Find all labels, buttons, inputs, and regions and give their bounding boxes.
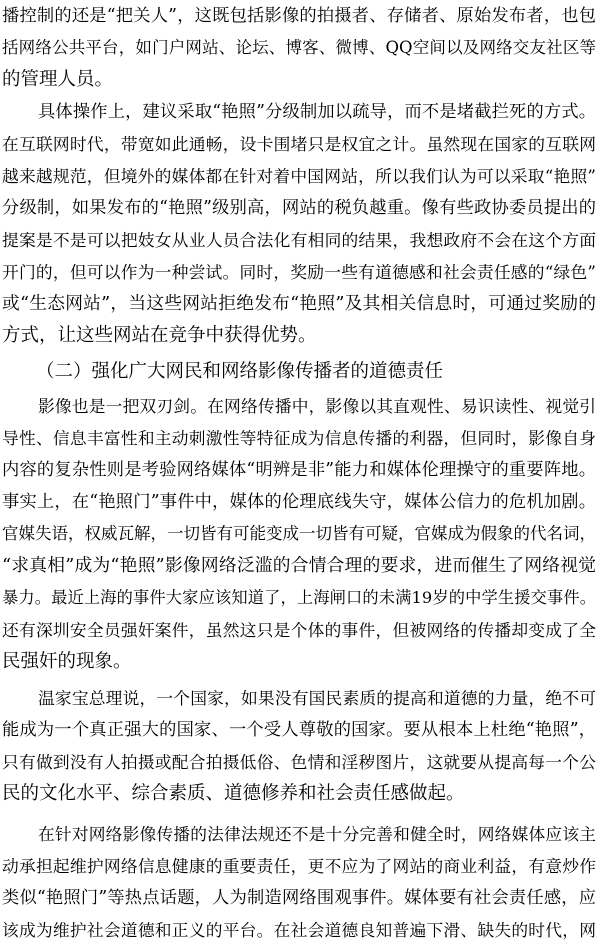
text-line: 影像也是一把双刃剑。在网络传播中，影像以其直观性、易识读性、视觉引 [38, 396, 596, 416]
text-line: 官媒失语，权威瓦解，一切皆有可能变成一切皆有可疑，官媒成为假象的代名词， [2, 524, 596, 543]
text-line: 越来越规范，但境外的媒体都在针对着中国网站，所以我们认为可以采取“艳照” [2, 166, 596, 186]
text-line: 动承担起维护网络信息健康的重要责任，更不应为了网站的商业利益，有意炒作 [2, 856, 596, 876]
text-line: 开门的，但可以作为一种尝试。同时，奖励一些有道德感和社会责任感的“绿色” [2, 262, 596, 282]
section-heading: （二）强化广大网民和网络影像传播者的道德责任 [36, 361, 444, 382]
text-line: 能成为一个真正强大的国家、一个受人尊敬的国家。要从根本上杜绝“艳照”， [2, 720, 596, 740]
text-line: 民强奸的现象。 [2, 651, 132, 672]
text-line: 播控制的还是“把关人”，这既包括影像的拍摄者、存储者、原始发布者，也包 [2, 6, 596, 26]
text-line: 民的文化水平、综合素质、道德修养和社会责任感做起。 [2, 783, 465, 804]
text-line: 还有深圳安全员强奸案件，虽然这只是个体的事件，但被网络的传播却变成了全 [2, 620, 596, 640]
text-line: 的管理人员。 [2, 69, 114, 90]
text-line: 温家宝总理说，一个国家，如果没有国民素质的提高和道德的力量，绝不可 [38, 688, 596, 708]
text-line: 在针对网络影像传播的法律法规还不是十分完善和健全时，网络媒体应该主 [38, 824, 596, 844]
text-line: 方式，让这些网站在竞争中获得优势。 [2, 325, 317, 346]
text-line: 类似“艳照门”等热点话题，人为制造网络围观事件。媒体要有社会责任感，应 [2, 888, 596, 908]
text-line: 在互联网时代，带宽如此通畅，设卡围堵只是权宜之计。虽然现在国家的互联网 [2, 134, 596, 154]
text-line: 只有做到没有人拍摄或配合拍摄低俗、色情和淫秽图片，这就要从提高每一个公 [2, 752, 596, 772]
text-line: “求真相”成为“艳照”影像网络泛滥的合情合理的要求，进而催生了网络视觉 [2, 556, 596, 576]
text-line: 内容的复杂性则是考验网络媒体“明辨是非”能力和媒体伦理操守的重要阵地。 [2, 460, 596, 480]
text-line: 暴力。最近上海的事件大家应该知道了，上海闸口的未满19岁的中学生援交事件。 [2, 588, 596, 607]
text-line: 导性、信息丰富性和主动刺激性等特征成为信息传播的利器，但同时，影像自身 [2, 428, 596, 448]
text-line: 事实上，在“艳照门”事件中，媒体的伦理底线失守，媒体公信力的危机加剧。 [2, 492, 596, 512]
text-line: 具体操作上，建议采取“艳照”分级制加以疏导，而不是堵截拦死的方式。 [38, 102, 596, 122]
text-line: 括网络公共平台，如门户网站、论坛、博客、微博、QQ空间以及网络交友社区等 [2, 38, 596, 57]
text-line: 分级制，如果发布的“艳照”级别高，网站的税负越重。像有些政协委员提出的 [2, 198, 596, 218]
text-line: 或“生态网站”，当这些网站拒绝发布“艳照”及其相关信息时，可通过奖励的 [2, 294, 596, 314]
text-line: 提案是不是可以把妓女从业人员合法化有相同的结果，我想政府不会在这个方面 [2, 230, 596, 250]
text-line: 该成为维护社会道德和正义的平台。在社会道德良知普遍下滑、缺失的时代，网 [2, 920, 596, 940]
